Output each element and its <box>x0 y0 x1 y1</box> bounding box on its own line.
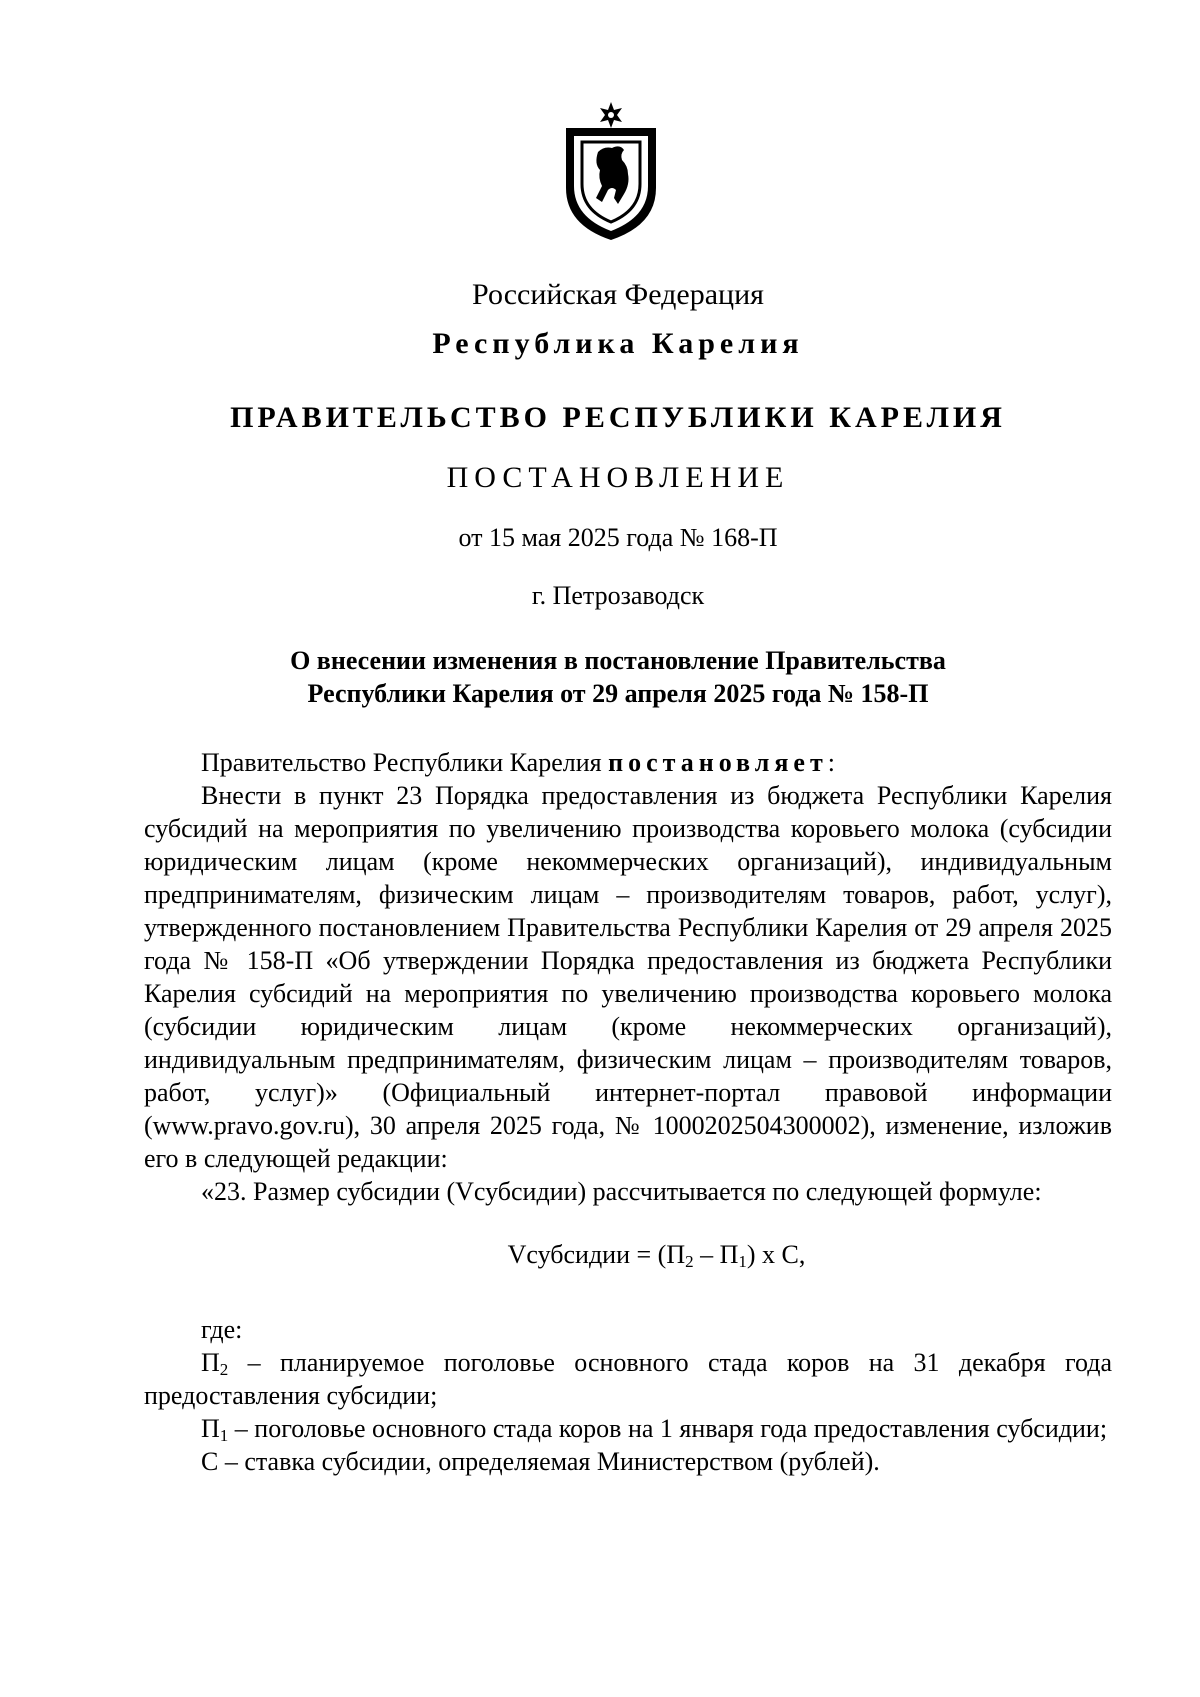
intro-resolves: постановляет <box>608 748 828 777</box>
point-23-paragraph: «23. Размер субсидии (Vсубсидии) рассчитывается по следующей формуле: <box>201 1177 1042 1206</box>
document-type: ПОСТАНОВЛЕНИЕ <box>446 461 790 494</box>
def-p2-sub: 2 <box>219 1360 229 1379</box>
republic-name: Республика Карелия <box>432 327 804 360</box>
definition-p2 <box>144 1346 1112 1412</box>
main-paragraph: Внести в пункт 23 Порядка предоставления из бюджета Республики Карелия субсидий на мероприятия по увеличению производства коровьего молока (субсидии юридическим лицам (кроме некоммерческих организаций), индивидуальным предпринимателям, физическим лицам – производителям товаров, работ, услуг), утвержденного постановлением Правительства Республики Карелия от 29 апреля 2025 года № 158-П «Об утверждении Порядка предоставления из бюджета Республики Карелия субсидий на мероприятия по увеличению производства коровьего молока (субсидии юридическим лицам (кроме некоммерческих организаций), индивидуальным предпринимателям, физическим лицам – производителям товаров, работ, услуг)» (Официальный интернет-портал правовой информации (www.pravo.gov.ru), 30 апреля 2025 года, № 1000202504300002), изменение, изложив его в следующей редакции: <box>144 781 1112 1173</box>
where-label: где: <box>201 1315 243 1344</box>
definition-p1 <box>144 1412 1112 1445</box>
formula-rhs: ) x С, <box>746 1240 806 1269</box>
country-name: Российская Федерация <box>472 278 764 311</box>
def-p2-text: – планируемое поголовье основного стада коров на 31 декабря года предоставления субсидии; <box>144 1348 1112 1410</box>
formula-lhs: Vсубсидии = (П <box>507 1240 686 1269</box>
document-title <box>0 644 1200 710</box>
subsidy-formula <box>144 1238 1112 1271</box>
definition-c: С – ставка субсидии, определяемая Министерством (рублей). <box>201 1447 880 1476</box>
intro-paragraph <box>144 746 1112 779</box>
def-p1-symbol: П <box>201 1414 220 1443</box>
government-name: ПРАВИТЕЛЬСТВО РЕСПУБЛИКИ КАРЕЛИЯ <box>230 401 1006 434</box>
def-p1-text: – поголовье основного стада коров на 1 января года предоставления субсидии; <box>228 1414 1108 1443</box>
formula-mid: – П <box>693 1240 739 1269</box>
document-city: г. Петрозаводск <box>531 581 705 610</box>
def-p1-sub: 1 <box>219 1426 229 1445</box>
formula-sub-2: 2 <box>685 1252 694 1271</box>
title-line-1: О внесении изменения в постановление Правительства <box>290 646 946 675</box>
document-body <box>144 746 1112 1478</box>
def-p2-symbol: П <box>201 1348 220 1377</box>
document-date-number: от 15 мая 2025 года № 168-П <box>458 523 778 552</box>
intro-prefix: Правительство Республики Карелия <box>201 748 609 777</box>
formula-sub-1: 1 <box>738 1252 747 1271</box>
title-line-2: Республики Карелия от 29 апреля 2025 года № 158-П <box>307 679 929 708</box>
intro-suffix: : <box>827 748 835 777</box>
karelia-coat-of-arms-icon <box>558 100 664 242</box>
